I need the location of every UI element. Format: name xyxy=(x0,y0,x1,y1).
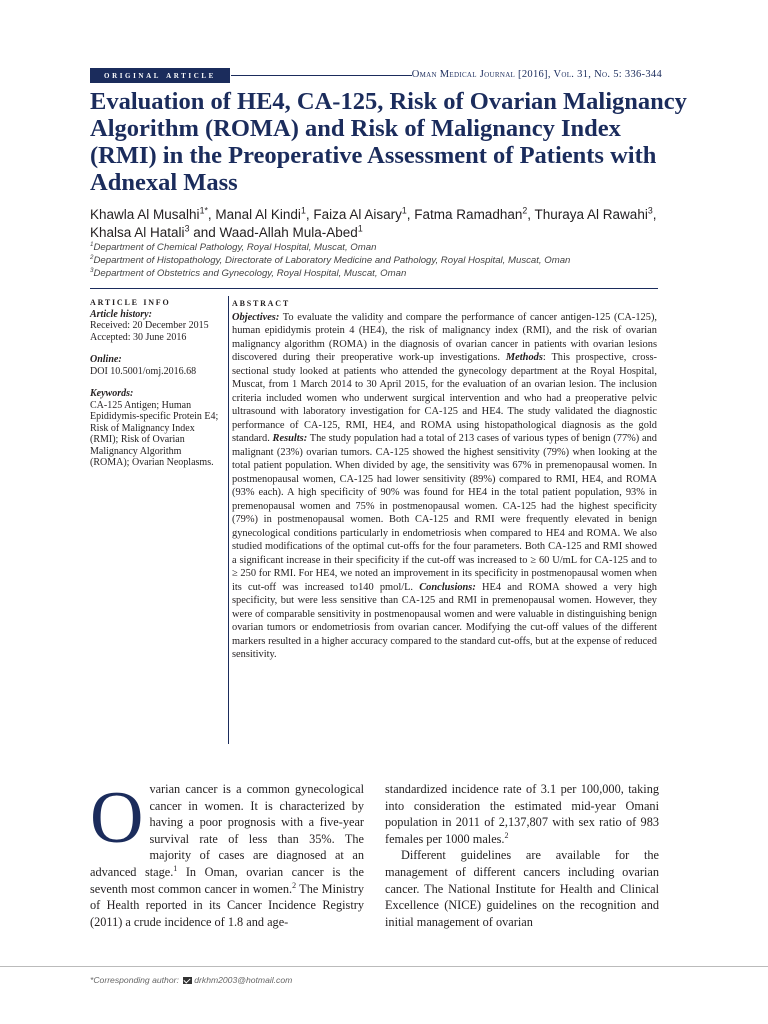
author-affiliation-mark: 3 xyxy=(184,223,190,234)
conclusions-label: Conclusions: xyxy=(419,581,476,593)
email-icon xyxy=(183,977,192,984)
author-email[interactable]: drkhm2003@hotmail.com xyxy=(194,975,293,985)
author-affiliation-mark: 3 xyxy=(647,205,653,216)
drop-cap: O xyxy=(90,777,144,859)
body-column-left xyxy=(90,777,364,930)
keywords-text: CA-125 Antigen; Human Epididymis-specific Protein E4; Risk of Malignancy Index (RMI); Risk of Ovarian Malignancy Algorithm (ROMA); Ovarian Neoplasms. xyxy=(90,399,219,468)
objectives-text: To evaluate the validity and compare the performance of cancer antigen-125 (CA-125), human epididymis protein 4 (HE4), the risk of malignancy index (RMI), and the risk of ovarian malignancy algorithm (ROMA) in the diagnosis of ovarian cancer in patients with ovarian lesions discovered during their preoperative work-up investigations. xyxy=(232,311,657,363)
footnote-label: *Corresponding author: xyxy=(90,975,179,985)
article-info-heading: article info xyxy=(90,296,171,308)
methods-label: Methods xyxy=(505,352,543,363)
methods-text: : This prospective, cross-sectional study looked at patients who attended the gynecology department at the Royal Hospital, Muscat, from 1 March 2014 to 30 April 2015, for the evaluation of an ovarian lesion. The inclusion criteria included women who underwent surgical intervention and who had a preoperative pelvic ultrasound with laboratory investigation for CA-125 and HE4. The study validated the diagnostic performance of CA-125, RMI, HE4, and ROMA using histopathological diagnosis as the gold standard. xyxy=(232,352,657,444)
history-label: Article history: xyxy=(90,308,152,320)
body-column-right xyxy=(385,781,659,930)
paragraph-text: standardized incidence rate of 3.1 per 100,000, taking into consideration the estimated mid-year Omani population in 2011 of 2,137,807 with sex ratio of 983 females per 1000 males. xyxy=(385,782,659,846)
author-name: Khawla Al Musalhi xyxy=(90,207,200,222)
footnote-divider xyxy=(0,966,768,967)
affiliation-item: $^1$Department of Chemical Pathology, Royal Hospital, Muscat, Oman xyxy=(90,240,377,253)
abstract-panel xyxy=(232,297,657,662)
results-text: The study population had a total of 213 cases of various types of benign (77%) and malignant (23%) ovarian tumors. CA-125 showed the highest sensitivity (79%) when looking at the total patient population. When divided by age, the sensitivity was 67% in premenopausal women. In postmenopausal women, CA-125 had lower sensitivity (89%) compared to RMI, HE4, and ROMA (93% each). A high specificity of 90% was found for HE4 in the total patient population, 93% in premenopausal women and 75% in postmenopausal women. CA-125 had the highest specificity (79%) in postmenopausal women. Both CA-125 and RMI were frequently elevated in benign gynecological conditions particularly in endometriosis when compared to HE4 and ROMA. We also studied modifications of the optimal cut-offs for the four parameters. Both CA-125 and RMI showed a significant increase in their specificity if the cut-off was increased to ≥ 60 U/mL for CA-125 and to ≥ 250 for RMI. For HE4, we noted an improvement in its specificity in postmenopausal women when its cut-off was increased to140 pmol/L. xyxy=(232,433,657,593)
author-affiliation-mark: 1* xyxy=(199,205,208,216)
results-label: Results: xyxy=(272,433,308,444)
conclusions-text: HE4 and ROMA showed a very high specificity, but were less sensitive than CA-125 and RMI in premenopausal women. However, they were of comparable sensitivity in postmenopausal women and were valuable in distinguishing benign ovarian tumors or endometriosis from ovarian cancer. Modifying the cut-off values of the different markers resulted in a higher accuracy compared to the standard cut-offs, but at the expense of reduced sensitivity. xyxy=(232,581,657,660)
intro-text-2: In Oman, ovarian cancer is the seventh most common cancer in women. xyxy=(90,864,364,896)
article-title: Evaluation of HE4, CA-125, Risk of Ovarian Malignancy Algorithm (ROMA) and Risk of Malignancy Index (RMI) in the Preoperative Assessment of Patients with Adnexal Mass xyxy=(90,88,687,196)
citation-ref[interactable]: 2 xyxy=(292,880,297,890)
affiliation-list xyxy=(90,241,680,280)
column-divider xyxy=(228,296,229,744)
author-name: Thuraya Al Rawahi xyxy=(534,207,648,222)
author-name: Waad-Allah Mula-Abed xyxy=(219,225,358,240)
keywords-label: Keywords: xyxy=(90,388,134,399)
citation-ref[interactable]: 1 xyxy=(173,863,178,873)
article-type-badge: original article xyxy=(90,68,230,83)
author-affiliation-mark: 1 xyxy=(401,205,407,216)
author-affiliation-mark: 1 xyxy=(300,205,306,216)
author-list: Khawla Al Musalhi$^{1*}$, Manal Al Kindi$^1$, Faiza Al Aisary$^1$, Fatma Ramadhan$^2$, Thuraya Al Rawahi$^3$, Khalsa Al Hatali$^3$ and Waad-Allah Mula-Abed$^1$ xyxy=(90,205,657,240)
affiliation-item: $^2$Department of Histopathology, Directorate of Laboratory Medicine and Pathology, Royal Hospital, Muscat, Oman xyxy=(90,253,571,266)
author-name: Faiza Al Aisary xyxy=(313,207,402,222)
section-divider xyxy=(90,288,658,289)
article-info-panel xyxy=(90,297,220,469)
intro-text-3: The Ministry of Health reported in its Cancer Incidence Registry (2011) a crude incidence of 1.8 and age- xyxy=(90,881,364,929)
author-name: Fatma Ramadhan xyxy=(414,207,523,222)
header-rule xyxy=(231,75,412,76)
online-label: Online: xyxy=(90,354,122,365)
affiliation-item: $^3$Department of Obstetrics and Gynecology, Royal Hospital, Muscat, Oman xyxy=(90,266,407,279)
citation-ref[interactable]: 2 xyxy=(504,830,509,840)
objectives-label: Objectives: xyxy=(232,311,280,323)
corresponding-author-note xyxy=(90,975,292,985)
received-date: Received: 20 December 2015 xyxy=(90,320,209,331)
abstract-body xyxy=(232,311,657,662)
doi-link[interactable]: DOI 10.5001/omj.2016.68 xyxy=(90,365,197,377)
journal-citation: Oman Medical Journal [2016], Vol. 31, No. 5: 336-344 xyxy=(411,69,662,80)
paragraph-text: Different guidelines are available for the management of different cancers including ovarian cancer. The National Institute for Health and Clinical Excellence (NICE) guidelines on the recognition and initial management of ovarian xyxy=(385,848,659,929)
author-name: Manal Al Kindi xyxy=(215,207,301,222)
author-affiliation-mark: 2 xyxy=(522,205,528,216)
accepted-date: Accepted: 30 June 2016 xyxy=(90,331,187,343)
author-affiliation-mark: 1 xyxy=(357,223,363,234)
intro-text: varian cancer is a common gynecological cancer in women. It is characterized by having a poor prognosis with a five-year survival rate of less than 35%. The majority of cases are diagnosed at an advanced stage. xyxy=(90,782,364,879)
author-name: Khalsa Al Hatali xyxy=(90,225,185,240)
abstract-heading: abstract xyxy=(232,297,290,309)
